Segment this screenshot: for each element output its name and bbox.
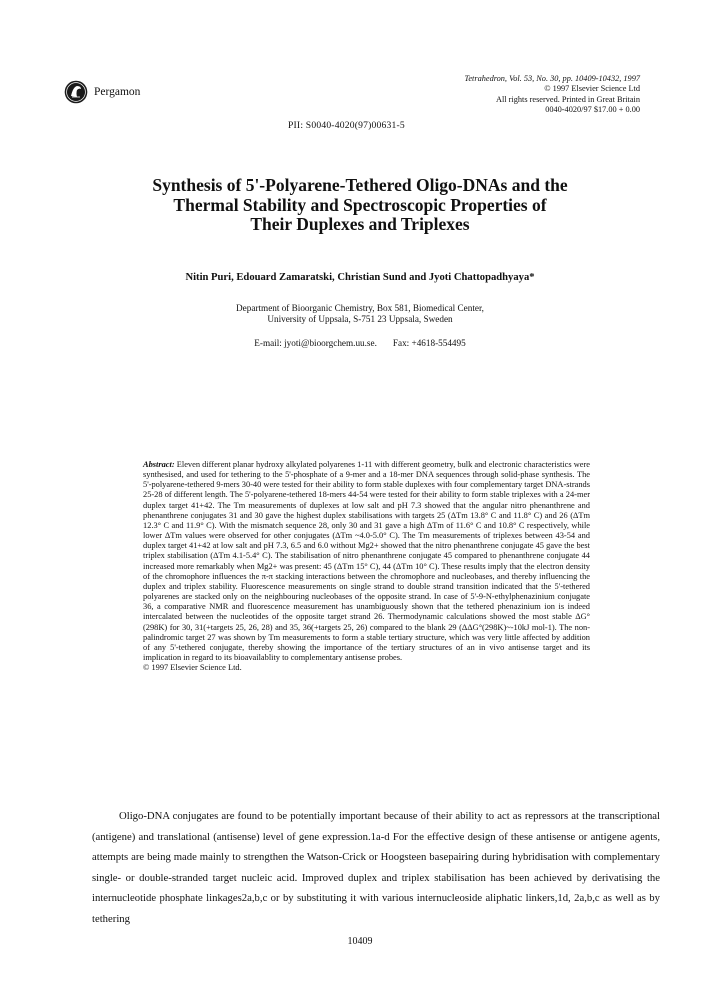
abstract-label: Abstract: xyxy=(143,460,175,469)
pergamon-logo-icon xyxy=(64,80,88,104)
affiliation-line: University of Uppsala, S-751 23 Uppsala, Sweden xyxy=(267,314,453,325)
page-number: 10409 xyxy=(347,936,373,947)
title-line: Their Duplexes and Triplexes xyxy=(250,214,470,234)
fax-number: Fax: +4618-554495 xyxy=(392,338,466,348)
body-paragraph: Oligo-DNA conjugates are found to be potentially important because of their ability to act as repressors at the transcriptional (antigene) and translational (antisense) level of gene expression.1a-d For the effective design of these antisense or antigene agents, attempts are being made mainly to strengthen the Watson-Crick or Hoogsteen basepairing during hybridisation with complementary single- or double-stranded target nucleic acid. Improved duplex and triplex stabilisation has been achieved by derivatising the internucleotide phosphate linkages2a,b,c or by substituting it with various internucleoside aliphatic linkers,1d, 2a,b,c as well as by tethering xyxy=(92,810,660,925)
title-line: Thermal Stability and Spectroscopic Properties of xyxy=(173,194,547,215)
journal-metadata xyxy=(465,74,640,115)
affiliation xyxy=(60,303,660,326)
copyright-line: © 1997 Elsevier Science Ltd xyxy=(544,84,640,94)
publisher-name: Pergamon xyxy=(94,86,141,98)
paper-title xyxy=(60,176,660,235)
issn-price-line: 0040-4020/97 $17.00 + 0.00 xyxy=(545,104,640,114)
abstract-copyright: © 1997 Elsevier Science Ltd. xyxy=(143,663,242,673)
contact-info xyxy=(60,338,660,348)
title-line: Synthesis of 5'-Polyarene-Tethered Oligo-DNAs and the xyxy=(152,175,568,195)
abstract-block xyxy=(143,460,590,673)
abstract-text: Eleven different planar hydroxy alkylated polyarenes 1-11 with different geometry, bulk and electronic characteristics were synthesised, and used for tethering to the 5'-phosphate of a 9-mer and a 18-mer DNA sequences through solid-phase synthesis. The 5'-polyarene-tethered 9-mers 30-40 were tested for their ability to form stable duplexes with four complementary target DNA-strands 25-28 of different length. The 5'-polyarene-tethered 18-mers 44-54 were tested for their ability to form stable triplexes with a 24-mer duplex target 41+42. The Tm measurements of duplexes at low salt and pH 7.3 showed that the angular nitro phenanthrene and phenanthrene conjugates 31 and 30 gave the highest duplex stabilisations with targets 25 (ΔTm 13.8° C and 11.8° C) and 26 (ΔTm 12.3° C and 11.9° C). With the mismatch sequence 28, only 30 and 31 gave a high ΔTm of 11.6° C and 10.8° C respectively, while lower ΔTm values were observed for other conjugates (ΔTm ~4.0-5.0° C). The Tm measurements of triplexes between 43-54 and duplex target 41+42 at low salt and pH 7.3, 6.5 and 6.0 without Mg2+ showed that the nitro phenanthrene conjugate 45 gave the best triplex stabilisation (ΔTm 4.1-5.4° C). The stabilisation of nitro phenanthrene conjugate 45 compared to phenanthrene conjugate 44 increased more remarkably when Mg2+ was present: 45 (ΔTm 15° C), 44 (ΔTm 10° C). These results imply that the electron density of the chromophore influences the π-π stacking interactions between the chromophore and nucleobases, and thereby influencing the duplex and triplex stability. Fluorescence measurements on single strand to double strand transition indicated that the 5'-tethered polyarenes are stacked only on the neighbouring nucleobases of the opposite strand. In case of 5'-9-N-ethylphenazinium conjugate 36, a comparative NMR and fluorescence measurement has unambiguously shown that the tethered phenazinium ion is indeed intercalated between the nucleotides of the opposite target strand 26. Thermodynamic calculations showed the most stable ΔG°(298K) for 30, 31(+targets 25, 26, 28) and 35, 36(+targets 25, 26) compared to the blank 29 (ΔΔG°(298K)~-10kJ mol-1). The non-palindromic target 27 was shown by Tm measurements to form a stable tertiary structure, which was very little affected by addition of any 5'-tethered conjugate, thereby showing the importance of the tertiary structures of an in vivo antisense target and its implication in regard to its bioavailablity to complementary antisense probes. xyxy=(143,460,591,662)
author-list: Nitin Puri, Edouard Zamaratski, Christian Sund and Jyoti Chattopadhyaya* xyxy=(185,272,535,283)
pii-identifier: PII: S0040-4020(97)00631-5 xyxy=(288,120,405,131)
affiliation-line: Department of Bioorganic Chemistry, Box 581, Biomedical Center, xyxy=(236,303,484,313)
rights-line: All rights reserved. Printed in Great Britain xyxy=(495,94,640,104)
journal-citation: Tetrahedron, Vol. 53, No. 30, pp. 10409-10432, 1997 xyxy=(464,74,640,83)
email-address: E-mail: jyoti@bioorgchem.uu.se. xyxy=(254,338,377,348)
